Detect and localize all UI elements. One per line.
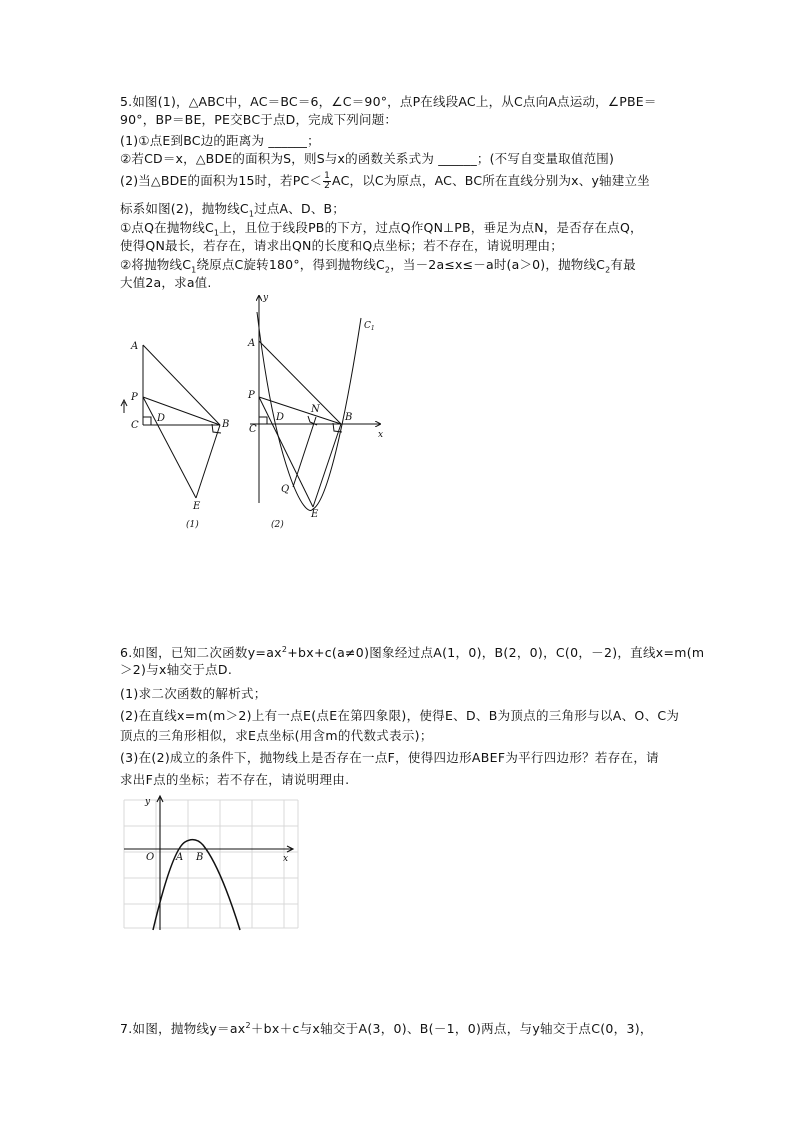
superscript: 2 [245, 1021, 251, 1030]
label-o: O [146, 852, 155, 863]
axis-label-x: x [378, 430, 384, 440]
label-q: Q [281, 484, 290, 495]
figure-3 [118, 790, 300, 935]
label-c1-subscript: 1 [370, 325, 375, 332]
subscript: 2 [605, 265, 611, 275]
q5-line-3: (1)①点E到BC边的距离为 ______； [120, 133, 320, 148]
axis-label-y: y [263, 293, 269, 303]
q5-line-5 [120, 172, 650, 191]
q6-line-5: 顶点的三角形相似，求E点坐标(用含m的代数式表示)； [120, 728, 433, 743]
label-a: A [131, 341, 139, 352]
q6-line-1 [120, 641, 704, 662]
q6-line-1-part-b: +bx+c(a≠0)图象经过点A(1，0)，B(2，0)，C(0，－2)，直线x=m(m [287, 645, 705, 661]
figure-2-caption: (2) [271, 520, 284, 530]
q7-line-1-part-b: ＋bx＋c与x轴交于A(3，0)、B(－1，0)两点，与y轴交于点C(0，3)， [250, 1021, 653, 1037]
fraction-denominator: 2 [324, 181, 331, 191]
label-e: E [311, 509, 319, 520]
q6-line-1-part-a: 6.如图，已知二次函数y=ax [120, 645, 282, 661]
q5-line-2: 90°，BP＝BE，PE交BC于点D，完成下列问题： [120, 112, 398, 127]
figure-1 [115, 330, 240, 540]
label-a: A [176, 852, 184, 863]
q5-line-9-part-b: 绕原点C旋转180°，得到抛物线C [196, 257, 385, 272]
q5-line-6-part-b: 过点A、D、B； [254, 201, 345, 216]
fraction-numerator: 1 [324, 171, 331, 181]
label-c1 [364, 321, 375, 332]
label-b: B [345, 412, 353, 423]
axis-label-x: x [283, 854, 289, 864]
label-d: D [276, 412, 285, 423]
q5-line-7-part-b: 上，且位于线段PB的下方，过点Q作QN⊥PB，垂足为点N，是否存在点Q， [219, 220, 643, 235]
subscript: 2 [384, 265, 391, 275]
subscript: 1 [248, 209, 255, 219]
q5-line-5-part-a: (2)当△BDE的面积为15时，若PC＜ [120, 173, 323, 188]
label-b: B [196, 852, 204, 863]
q6-line-2: ＞2)与x轴交于点D. [120, 662, 233, 677]
q5-line-9-part-a: ②将抛物线C [120, 257, 192, 272]
q5-line-8: 使得QN最长，若存在，请求出QN的长度和Q点坐标；若不存在，请说明理由； [120, 238, 563, 253]
label-d: D [157, 413, 166, 424]
q5-line-9-part-d: 有最 [610, 257, 636, 272]
q5-line-5-part-b: AC，以C为原点，AC、BC所在直线分别为x、y轴建立坐 [332, 173, 650, 188]
axis-label-y: y [145, 797, 151, 807]
label-n: N [311, 404, 320, 415]
label-a: A [248, 338, 256, 349]
label-c1-letter: C [364, 321, 371, 331]
q5-line-1: 5.如图(1)，△ABC中，AC＝BC＝6，∠C＝90°，点P在线段AC上，从C点向A点运动，∠PBE＝ [120, 94, 657, 109]
fraction-one-half [323, 172, 331, 191]
subscript: 1 [213, 228, 220, 238]
label-c: C [131, 420, 139, 431]
q5-line-9-part-c: ，当－2a≤x≤－a时(a＞0)，抛物线C [390, 257, 606, 272]
superscript: 2 [281, 645, 288, 654]
q7-line-1-part-a: 7.如图，抛物线y＝ax [120, 1021, 246, 1037]
q6-line-7: 求出F点的坐标；若不存在，请说明理由. [120, 772, 350, 787]
label-e: E [193, 501, 201, 512]
q5-line-4: ②若CD＝x，△BDE的面积为S，则S与x的函数关系式为 ______；(不写自变量取值范围) [120, 151, 615, 166]
q6-line-4: (2)在直线x=m(m＞2)上有一点E(点E在第四象限)，使得E、D、B为顶点的三角形与以A、O、C为 [120, 708, 680, 723]
q5-line-10: 大值2a，求a值. [120, 275, 212, 290]
figure-1-caption: (1) [186, 520, 199, 530]
label-p: P [131, 392, 138, 403]
q6-line-3: (1)求二次函数的解析式； [120, 686, 267, 701]
subscript: 1 [191, 265, 197, 275]
label-c: C [249, 424, 257, 435]
q5-line-6-part-a: 标系如图(2)，抛物线C [120, 201, 249, 216]
label-b: B [222, 419, 230, 430]
figure-2 [240, 290, 390, 540]
q7-line-1 [120, 1017, 653, 1038]
q6-line-6: (3)在(2)成立的条件下，抛物线上是否存在一点F，使得四边形ABEF为平行四边形？若存在，请 [120, 750, 659, 765]
q5-line-7-part-a: ①点Q在抛物线C [120, 220, 214, 235]
label-p: P [248, 390, 255, 401]
